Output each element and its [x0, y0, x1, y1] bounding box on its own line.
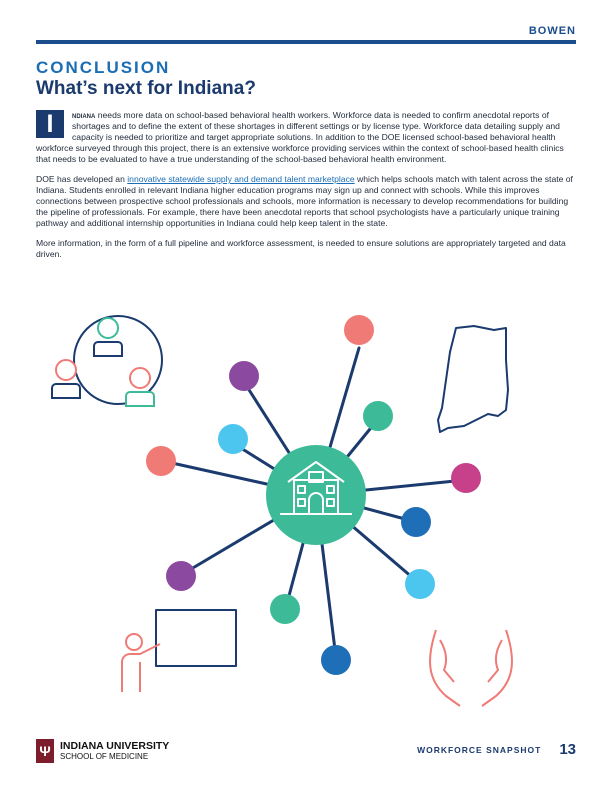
school-icon	[266, 445, 366, 545]
lead-word: ndiana	[72, 110, 96, 120]
dot	[321, 645, 351, 675]
paragraph-2-text: which helps schools match with talent across the state of Indiana. Students enrolled in relevant Indiana higher education programs may sign up and connect with schools. While this improves connections between prospective school professionals and schools, more information is necessary to develop recommendations for building the pipeline of professionals. For example, there have been anecdotal reports that school psychologists have a particularly unique training pathway and additional internship opportunities in Indiana could help keep talent in the state.	[36, 174, 573, 228]
dot	[451, 463, 481, 493]
dot	[166, 561, 196, 591]
footer-right	[417, 741, 576, 758]
footer-label: WORKFORCE SNAPSHOT	[417, 744, 542, 755]
section-heading: CONCLUSION	[36, 58, 171, 77]
school-name: SCHOOL OF MEDICINE	[60, 752, 149, 761]
body-text	[36, 110, 576, 269]
dot	[270, 594, 300, 624]
iu-logo	[36, 739, 169, 763]
university-name: INDIANA UNIVERSITY	[60, 740, 170, 752]
dot	[363, 401, 393, 431]
dot	[229, 361, 259, 391]
paragraph-2-pre: DOE has developed an	[36, 174, 128, 184]
dot	[344, 315, 374, 345]
paragraph-2	[36, 174, 576, 229]
dot	[401, 507, 431, 537]
header-rule	[36, 40, 576, 44]
paragraph-1	[36, 110, 576, 165]
drop-cap: I	[36, 110, 64, 138]
paragraph-3: More information, in the form of a full pipeline and workforce assessment, is needed to ensure solutions are appropriately targeted and data driven.	[36, 238, 566, 259]
page-number: 13	[559, 741, 576, 758]
paragraph-1-text: needs more data on school-based behavioral health workers. Workforce data is needed to confirm anecdotal reports of shortages and to define the extent of these shortages in different settings or by license type. Workforce data detailing supply and capacity is needed to prioritize and target appropriate solutions. In addition to the DOE licensed school-based behavioral health workforce surveyed through this project, there is an extensive workforce providing services within the context of school-based health clinics that needs to be evaluated to have a true understanding of the school-based behavioral health environment.	[36, 110, 564, 164]
network-illustration	[36, 300, 576, 720]
brand-label: BOWEN	[528, 25, 576, 37]
iu-trident-icon: Ψ	[36, 739, 54, 763]
indiana-map-icon	[438, 326, 508, 432]
dot	[405, 569, 435, 599]
hands-icon	[430, 630, 512, 706]
teacher-whiteboard-icon	[122, 610, 236, 692]
talent-marketplace-link[interactable]: innovative statewide supply and demand talent marketplace	[127, 174, 355, 184]
dot	[218, 424, 248, 454]
page-title: What’s next for Indiana?	[36, 78, 256, 99]
dot	[146, 446, 176, 476]
people-network-icon	[52, 316, 162, 406]
